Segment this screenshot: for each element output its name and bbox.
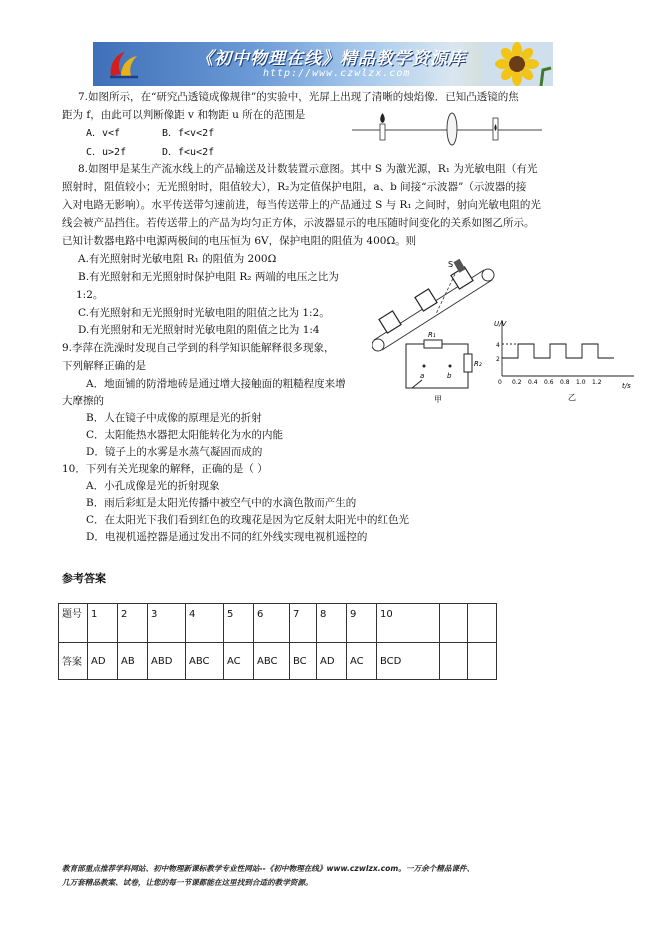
q9-stem-line1: 9.李萍在洗澡时发现自己学到的科学知识能解释很多现象，: [62, 342, 335, 354]
y-tick-4: 4: [496, 342, 500, 349]
answer-table-answer-row: [59, 643, 497, 680]
q10-option-c: C．在太阳光下我们看到红色的玫瑰花是因为它反射太阳光中的红色光: [86, 514, 410, 526]
answer-cell: AC: [224, 643, 254, 680]
q8-stem-line3: 入对电路无影响）。水平传送带匀速前进，每当传送带上的产品通过 S 与 R₁ 之间时，射向光敏电阻的光: [62, 199, 541, 211]
q9-option-a-line2: 大摩擦的: [62, 395, 104, 407]
q8-stem-line4: 线会被产品挡住。若传送带上的产品为均匀正方体，示波器显示的电压随时间变化的关系如图乙所示。: [62, 217, 535, 229]
number-row-header: 题号: [59, 604, 88, 643]
label-b: b: [447, 372, 452, 380]
q8-option-c: C.有光照射和无光照射时光敏电阻的阻值之比为 1:2。: [78, 307, 330, 319]
footer-line1: 教育部重点推荐学科网站、初中物理新课标教学专业性网站--《初中物理在线》www.czwlzx.com。一万余个精品课件、: [62, 864, 475, 873]
q7-option-c: C．u>2f: [86, 147, 127, 158]
number-cell: 1: [88, 604, 118, 643]
q10-option-a: A．小孔成像是光的折射现象: [86, 480, 220, 492]
product-box: [379, 267, 473, 333]
number-cell: 9: [347, 604, 377, 643]
answer-cell: [440, 643, 468, 680]
number-cell: 6: [254, 604, 290, 643]
q10-option-b: B．雨后彩虹是太阳光传播中被空气中的水滴色散而产生的: [86, 497, 357, 509]
light-screen-icon: [493, 118, 498, 140]
banner-title: 《初中物理在线》精品教学资源库: [196, 49, 466, 69]
answer-cell: AD: [317, 643, 347, 680]
number-cell: [440, 604, 468, 643]
q10-option-d: D．电视机遥控器是通过发出不同的红外线实现电视机遥控的: [86, 531, 368, 543]
q9-option-d: D．镜子上的水雾是水蒸气凝固而成的: [86, 446, 263, 458]
answer-cell: ABC: [254, 643, 290, 680]
answer-table-number-row: [59, 604, 497, 643]
answer-row-header: 答案: [59, 643, 88, 680]
q9-option-a-line1: A．地面铺的防滑地砖是通过增大接触面的粗糙程度来增: [86, 378, 346, 390]
x-tick-0.2: 0.2: [512, 379, 522, 386]
page-footer: [62, 862, 474, 890]
q9-stem-line2: 下列解释正确的是: [62, 360, 146, 372]
number-cell: 3: [148, 604, 186, 643]
x-tick-1.2: 1.2: [592, 379, 602, 386]
voltage-time-graph: [502, 320, 634, 376]
footer-line2: 几万套精品教案、试卷，让您的每一节课都能在这里找到合适的教学资源。: [62, 878, 313, 887]
answer-cell: [468, 643, 497, 680]
candle-icon: [380, 113, 385, 140]
answer-cell: AC: [347, 643, 377, 680]
number-cell: [468, 604, 497, 643]
answer-table: [58, 603, 497, 680]
y-tick-2: 2: [496, 356, 500, 363]
answer-cell: BCD: [377, 643, 440, 680]
q7-option-a: A．v<f: [86, 128, 121, 139]
answer-cell: ABD: [148, 643, 186, 680]
q8-stem-line2: 照射时，阻值较小；无光照射时，阻值较大），R₂为定值保护电阻，a、b 间接“示波器”（示波器的接: [62, 181, 527, 193]
label-r1: R₁: [428, 331, 436, 339]
q8-option-b-line2: 1:2。: [76, 289, 104, 301]
label-r2: R₂: [474, 360, 482, 368]
graph-xlabel: t/s: [622, 382, 631, 390]
x-tick-1.0: 1.0: [576, 379, 586, 386]
answer-cell: BC: [290, 643, 317, 680]
q8-option-d: D.有光照射和无光照射时光敏电阻的阻值之比为 1:4: [78, 324, 320, 336]
q8-conveyor-figure: [372, 258, 642, 404]
q7-option-d: D．f<u<2f: [162, 147, 215, 158]
q10-stem: 10．下列有关光现象的解释，正确的是（ ）: [62, 463, 268, 475]
x-origin: 0: [498, 379, 502, 386]
q8-option-b-line1: B.有光照射和无光照射时保护电阻 R₂ 两端的电压之比为: [78, 271, 339, 283]
number-cell: 5: [224, 604, 254, 643]
answer-cell: AB: [118, 643, 148, 680]
site-banner: [93, 42, 553, 86]
label-a: a: [420, 372, 425, 380]
label-jia: 甲: [434, 395, 442, 404]
q8-stem-line5: 已知计数器电路中电源两极间的电压恒为 6V，保护电阻的阻值为 400Ω。则: [62, 235, 417, 247]
sunflower-icon: [481, 42, 553, 86]
q9-option-b: B．人在镜子中成像的原理是光的折射: [86, 412, 262, 424]
banner-url[interactable]: http://www.czwlzx.com: [263, 68, 411, 79]
number-cell: 7: [290, 604, 317, 643]
site-logo-icon: [107, 48, 141, 80]
number-cell: 10: [377, 604, 440, 643]
answers-title: 参考答案: [62, 572, 106, 585]
x-tick-0.8: 0.8: [560, 379, 570, 386]
label-s: S: [448, 260, 454, 269]
number-cell: 4: [186, 604, 224, 643]
graph-ylabel: U/V: [494, 320, 507, 328]
q7-lens-figure: [352, 108, 542, 146]
label-yi: 乙: [568, 393, 576, 402]
q8-option-a: A.有光照射时光敏电阻 R₁ 的阻值为 200Ω: [78, 253, 277, 265]
q9-option-c: C．太阳能热水器把太阳能转化为水的内能: [86, 429, 284, 441]
q7-stem-line1: 7.如图所示，在“研究凸透镜成像规律”的实验中，光屏上出现了清晰的烛焰像．已知凸透镜的焦: [78, 91, 519, 103]
q7-stem-line2: 距为 f，由此可以判断像距 v 和物距 u 所在的范围是: [62, 109, 306, 121]
circuit-diagram: [406, 340, 472, 388]
x-tick-0.6: 0.6: [544, 379, 554, 386]
x-tick-0.4: 0.4: [528, 379, 538, 386]
answer-cell: AD: [88, 643, 118, 680]
number-cell: 8: [317, 604, 347, 643]
convex-lens-icon: [447, 113, 457, 145]
q7-option-b: B．f<v<2f: [162, 128, 215, 139]
number-cell: 2: [118, 604, 148, 643]
answer-cell: ABC: [186, 643, 224, 680]
q8-stem-line1: 8.如图甲是某生产流水线上的产品输送及计数装置示意图。其中 S 为激光源，R₁ 为光敏电阻（有光: [78, 163, 538, 175]
